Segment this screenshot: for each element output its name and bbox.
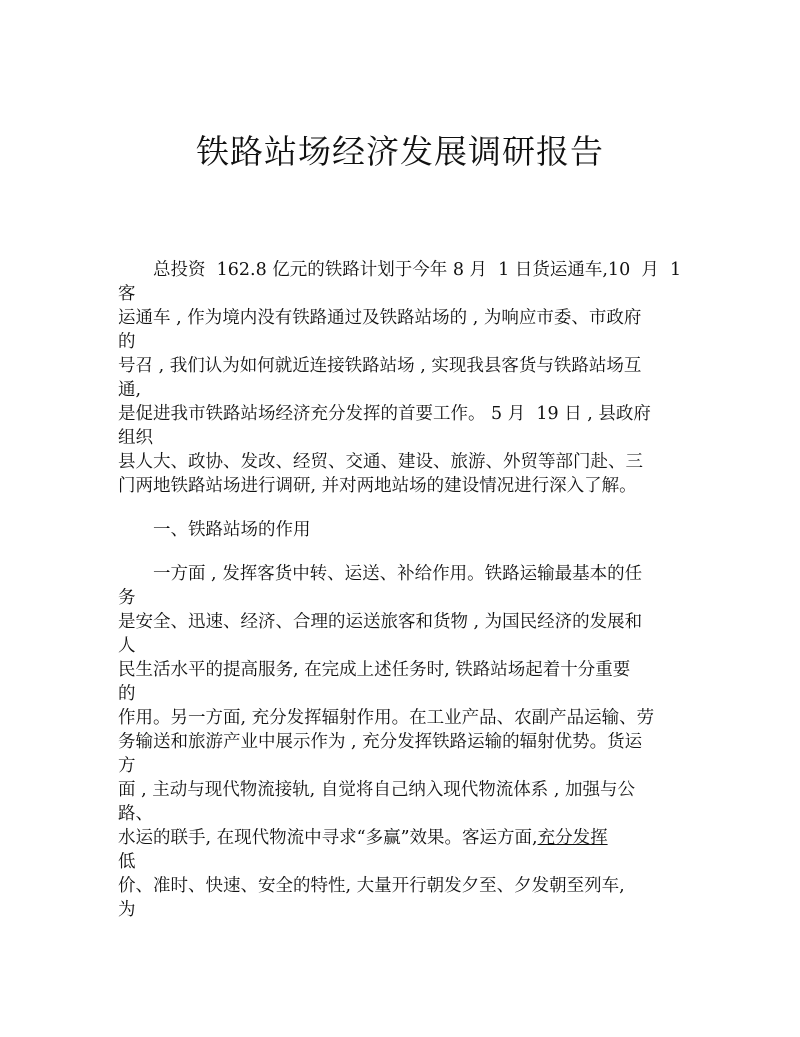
body-line: 路、	[118, 804, 153, 824]
body-line	[118, 826, 698, 850]
section-heading: 一、铁路站场的作用	[118, 520, 311, 540]
body-line: 低	[118, 852, 136, 872]
body-line: 通,	[118, 380, 142, 400]
body-line: 民生活水平的提高服务, 在完成上述任务时, 铁路站场起着十分重要	[118, 660, 631, 680]
body-line: 是促进我市铁路站场经济充分发挥的首要工作。 5 月 19 日 , 县政府	[118, 404, 651, 424]
body-line: 号召 , 我们认为如何就近连接铁路站场 , 实现我县客货与铁路站场互	[118, 356, 642, 376]
underlined-phrase: 充分发挥	[537, 828, 608, 848]
body-line: 方	[118, 756, 136, 776]
body-line: 务输送和旅游产业中展示作为 , 充分发挥铁路运输的辐射优势。货运	[118, 732, 643, 752]
body-line-text: 水运的联手, 在现代物流中寻求“多赢”效果。客运方面,	[118, 828, 538, 848]
body-line: 是安全、迅速、经济、合理的运送旅客和货物 , 为国民经济的发展和	[118, 612, 643, 632]
body-line: 人	[118, 636, 136, 656]
body-line: 总投资 162.8 亿元的铁路计划于今年 8 月 1 日货运通车,10 月 1	[118, 260, 682, 280]
body-line: 作用。另一方面, 充分发挥辐射作用。在工业产品、农副产品运输、劳	[118, 708, 655, 728]
body-line: 客	[118, 284, 136, 304]
document-title: 铁路站场经济发展调研报告	[196, 132, 604, 171]
body-line: 一方面 , 发挥客货中转、运送、补给作用。铁路运输最基本的任	[118, 564, 643, 584]
body-line: 门两地铁路站场进行调研, 并对两地站场的建设情况进行深入了解。	[118, 476, 637, 496]
body-line: 运通车 , 作为境内没有铁路通过及铁路站场的 , 为响应市委、市政府	[118, 308, 642, 328]
body-line: 面 , 主动与现代物流接轨, 自觉将自己纳入现代物流体系 , 加强与公	[118, 780, 635, 800]
body-line: 价、准时、快速、安全的特性, 大量开行朝发夕至、夕发朝至列车,	[118, 876, 625, 896]
body-line: 县人大、政协、发改、经贸、交通、建设、旅游、外贸等部门赴、三	[118, 452, 643, 472]
body-line: 的	[118, 684, 136, 704]
body-line: 的	[118, 332, 136, 352]
body-line: 为	[118, 900, 136, 920]
body-line: 组织	[118, 428, 153, 448]
body-line: 务	[118, 588, 136, 608]
